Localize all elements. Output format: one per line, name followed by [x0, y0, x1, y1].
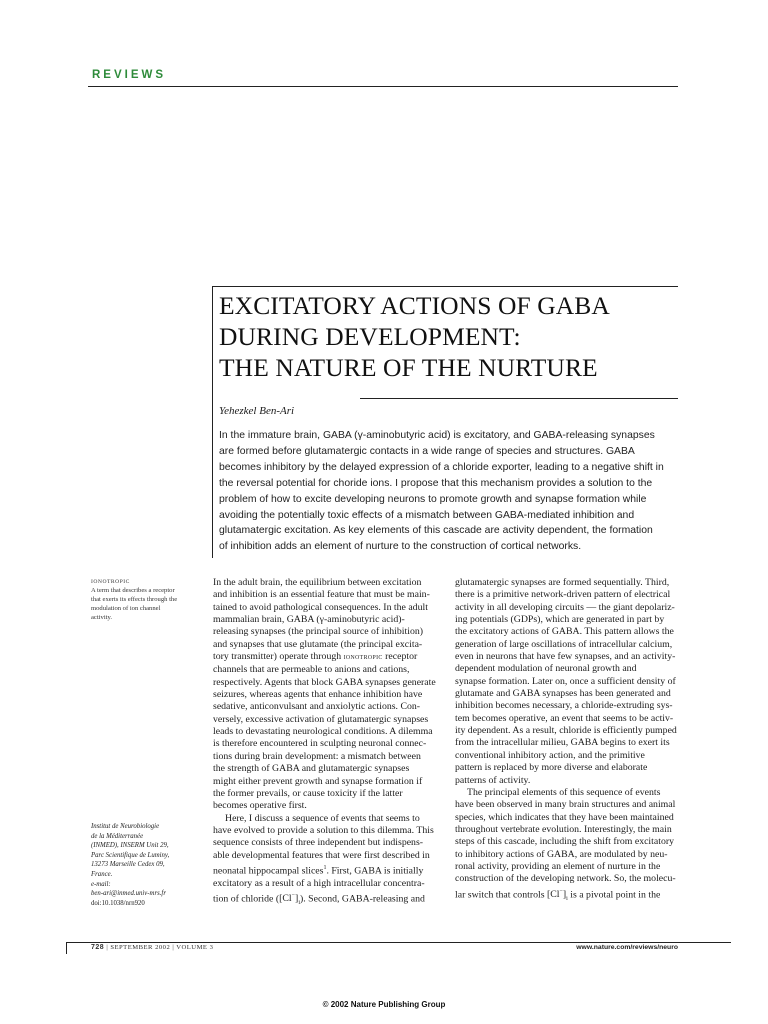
body-line: [213, 890, 437, 910]
title-line: EXCITATORY ACTIONS OF GABA: [219, 291, 610, 320]
body-line: the former prevails, or cause toxicity if the latter: [213, 787, 403, 799]
body-text: receptor: [382, 651, 418, 663]
body-line: In the adult brain, the equilibrium between excitation: [213, 577, 422, 588]
body-text: lar switch that controls: [455, 888, 545, 900]
glossary-note: [91, 578, 201, 623]
body-line: tem becomes operative, an event that seems to be activ-: [455, 712, 674, 724]
body-line: steps of this cascade, including the shift from excitatory: [455, 836, 675, 848]
page-number: 728: [91, 944, 105, 951]
body-text: tion of chloride (: [213, 893, 280, 905]
body-line: leads to devastating neurological conditions. A dilemma: [213, 726, 433, 738]
body-line: and synapses that use glutamate (the principal excita-: [213, 638, 423, 650]
body-line: excitatory as a result of a high intracellular concentra-: [213, 877, 425, 889]
affiliation-line: 13273 Marseille Cedex 09,: [91, 861, 165, 869]
body-line: patterns of activity.: [455, 774, 531, 786]
abstract: [219, 428, 679, 555]
affiliation-line: France.: [91, 870, 113, 878]
footer-rule-tick: [66, 942, 67, 954]
body-line: able developmental features that were first described in: [213, 849, 430, 861]
body-line: channels that are permeable to anions and cations,: [213, 664, 410, 676]
affiliation-line: Institut de Neurobiologie: [91, 823, 160, 830]
glossary-term: IONOTROPIC: [91, 579, 130, 585]
body-line: even in neurons that have few synapses, and an activity-: [455, 651, 676, 663]
abstract-line: problem of how to excite developing neurons to promote growth and synapse formation while: [219, 493, 647, 505]
title-line: THE NATURE OF THE NURTURE: [219, 353, 598, 382]
abstract-line: becomes inhibitory by the delayed expression of a chloride exporter, leading to a negative shift in: [219, 461, 664, 473]
footer-page-info: 728 | SEPTEMBER 2002 | VOLUME 3: [91, 944, 214, 951]
chloride-symbol: $[Cl^-]_i$: [279, 892, 300, 907]
body-line: mammalian brain, GABA (γ-aminobutyric acid)-: [213, 614, 405, 626]
body-line: The principal elements of this sequence of events: [467, 786, 661, 798]
author-affiliation: [91, 822, 203, 908]
body-text: neonatal hippocampal slices: [213, 865, 324, 877]
footer-rule: [66, 942, 731, 943]
body-line: throughout vertebrate evolution. Interestingly, the main: [455, 823, 672, 835]
body-line: glutamate and GABA synapses has been generated and: [455, 688, 671, 700]
chloride-symbol: $[Cl^-]_i$: [546, 888, 568, 902]
body-line: ronal activity, providing an element of nurture in the: [455, 860, 661, 872]
author-email[interactable]: ben-ari@inmed.univ-mrs.fr: [91, 890, 166, 898]
body-line: tions during brain development: a mismatch between: [213, 750, 421, 762]
body-line: there is a primitive network-driven pattern of electrical: [455, 589, 671, 601]
glossary-definition-line: A term that describes a receptor: [91, 586, 175, 594]
body-line: conventional inhibitory action, and the primitive: [455, 749, 645, 761]
abstract-line: In the immature brain, GABA (γ-aminobutyric acid) is excitatory, and GABA-releasing synapses: [219, 430, 655, 441]
body-line: the strength of GABA and glutamatergic synapses: [213, 763, 410, 775]
body-line: activity in all developing circuits — the giant depolariz-: [455, 601, 675, 613]
body-line: have evolved to provide a solution to this dilemma. This: [213, 824, 434, 836]
body-text: tory transmitter) operate through: [213, 651, 342, 663]
affiliation-line: (INMED), INSERM Unit 29,: [91, 842, 169, 850]
author-rule: [360, 398, 678, 399]
body-line: is therefore encountered in sculpting neuronal connec-: [213, 738, 427, 750]
reference-link[interactable]: 1: [323, 864, 327, 871]
abstract-line: avoiding the potentially toxic effects of a mismatch between GABA-mediated inhibition and: [219, 509, 635, 521]
doi: doi:10.1038/nrn920: [91, 899, 145, 907]
body-line: have been observed in many brain structures and animal: [455, 799, 676, 811]
body-line: construction of the developing network. So, the molecu-: [455, 873, 676, 885]
body-line: might either prevent growth and synapse formation if: [213, 775, 423, 787]
abstract-line: of inhibition adds an element of nurture to the construction of cortical networks.: [219, 541, 582, 553]
body-line: sedative, anticonvulsant and anxiolytic actions. Con-: [213, 701, 421, 713]
body-column-left: [213, 577, 437, 909]
body-line: the excitatory actions of GABA. This pattern allows the: [455, 626, 674, 638]
body-text: . First, GABA is initially: [326, 865, 424, 877]
body-line: dependent modulation of neuronal growth and: [455, 663, 637, 675]
affiliation-line: Parc Scientifique de Luminy,: [91, 851, 170, 859]
body-line: Here, I discuss a sequence of events that seems to: [225, 812, 420, 824]
body-text: ). Second, GABA-releasing and: [299, 893, 425, 905]
body-line: tained to avoid pathological consequences. In the adult: [213, 601, 428, 613]
body-line: from the intracellular milieu, GABA begins to exert its: [455, 737, 670, 749]
body-line: becomes operative first.: [213, 800, 307, 812]
title-line: DURING DEVELOPMENT:: [219, 322, 521, 351]
body-line: releasing synapses (the principal source of inhibition): [213, 626, 424, 638]
body-line: pattern is replaced by more diverse and elaborate: [455, 762, 648, 774]
body-line: [213, 862, 437, 878]
glossary-term-ref[interactable]: IONOTROPIC: [343, 655, 383, 662]
glossary-definition-line: activity.: [91, 613, 112, 621]
glossary-definition-line: that exerts its effects through the: [91, 595, 178, 603]
body-line: species, which indicates that they have been maintained: [455, 811, 674, 823]
issue-info: SEPTEMBER 2002 | VOLUME 3: [110, 944, 214, 951]
body-line: inhibition becomes necessary, a chloride-extruding sys-: [455, 700, 673, 712]
article-title: [219, 290, 674, 383]
body-line: [455, 886, 679, 906]
title-rule-left: [212, 286, 213, 558]
body-line: synapse formation. Later on, once a sufficient density of: [455, 675, 676, 687]
title-rule-top: [212, 286, 678, 287]
body-line: to inhibitory actions of GABA, are modulated by neu-: [455, 848, 668, 860]
copyright-notice: © 2002 Nature Publishing Group: [322, 1000, 446, 1009]
affiliation-line: de la Méditerranée: [91, 832, 144, 840]
body-text: is a pivotal point in the: [570, 888, 661, 900]
body-line: sequence consists of three independent but indispens-: [213, 837, 424, 849]
body-line: [213, 651, 437, 664]
author-name: Yehezkel Ben-Ari: [219, 405, 295, 417]
abstract-line: the reversal potential for choride ions. I propose that this mechanism provides a solution to the: [219, 477, 653, 489]
body-line: ing potentials (GDPs), which are generated in part by: [455, 614, 665, 626]
affiliation-line: e-mail:: [91, 880, 111, 888]
abstract-line: are formed before glutamatergic contacts in a wide range of species and structures. GABA: [219, 445, 635, 457]
header-rule: [88, 86, 678, 87]
footer-url[interactable]: www.nature.com/reviews/neuro: [576, 944, 678, 951]
body-column-right: [455, 577, 679, 905]
body-line: ity dependent. As a result, chloride is efficiently pumped: [455, 725, 677, 737]
section-label: REVIEWS: [92, 69, 167, 81]
body-line: seizures, whereas agents that enhance inhibition have: [213, 689, 423, 701]
body-line: and inhibition is an essential feature that must be main-: [213, 589, 430, 601]
body-line: respectively. Agents that block GABA synapses generate: [213, 676, 436, 688]
body-line: generation of large oscillations of intracellular calcium,: [455, 638, 673, 650]
body-line: glutamatergic synapses are formed sequentially. Third,: [455, 577, 670, 588]
abstract-line: glutamatergic excitation. As key elements of this cascade are activity dependent, the formation: [219, 525, 653, 537]
glossary-definition-line: modulation of ion channel: [91, 604, 161, 612]
body-line: versely, excessive activation of glutamatergic synapses: [213, 713, 429, 725]
